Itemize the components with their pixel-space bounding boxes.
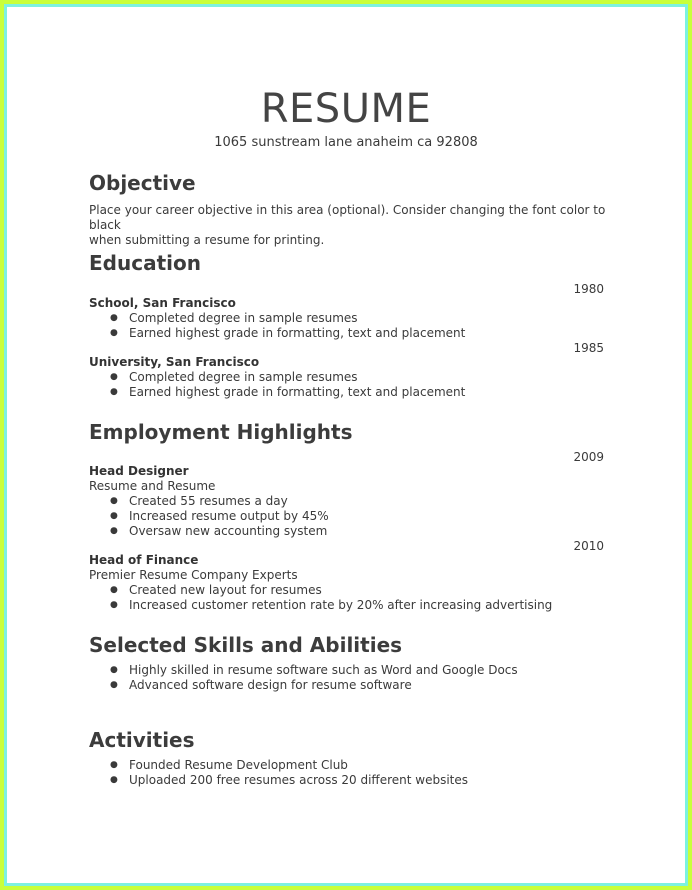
bullet-icon: ● [110,526,118,536]
bullet-icon: ● [110,760,118,770]
objective-text-line: when submitting a resume for printing. [89,233,325,247]
address-line: 1065 sunstream lane anaheim ca 92808 [214,135,478,150]
bullet-icon: ● [110,585,118,595]
list-item: ● Increased resume output by 45% [110,509,329,523]
resume-title: RESUME [260,86,432,132]
activities-section [89,728,609,788]
employment-year: 2010 [573,539,604,553]
objective-text-line: Place your career objective in this area (optional). Consider changing the font color to black [89,203,606,232]
bullet-icon: ● [110,680,118,690]
list-item: ● Completed degree in sample resumes [110,311,358,325]
activities-heading: Activities [89,728,195,752]
education-bullets [89,370,465,400]
objective-section [89,171,609,248]
bullet-icon: ● [110,372,118,382]
activities-bullets [89,758,468,788]
bullet-icon: ● [110,511,118,521]
education-heading: Education [89,251,201,275]
education-institution: University, San Francisco [89,355,260,369]
skills-section [89,633,609,693]
company-name: Premier Resume Company Experts [89,568,298,582]
employment-section [89,420,609,615]
skills-heading: Selected Skills and Abilities [89,633,403,657]
education-section [89,251,609,401]
employment-bullets [89,583,552,613]
bullet-icon: ● [110,328,118,338]
list-item: ● Highly skilled in resume software such as Word and Google Docs [110,663,518,677]
objective-heading: Objective [89,171,196,195]
company-name: Resume and Resume [89,479,216,493]
job-title: Head Designer [89,464,189,478]
education-bullets [89,311,465,341]
education-institution: School, San Francisco [89,296,236,310]
bullet-icon: ● [110,496,118,506]
objective-text [89,203,609,248]
list-item: ● Uploaded 200 free resumes across 20 different websites [110,773,468,787]
list-item: ● Founded Resume Development Club [110,758,348,772]
bullet-icon: ● [110,665,118,675]
employment-bullets [89,494,329,539]
bullet-icon: ● [110,387,118,397]
education-year: 1985 [573,341,604,355]
bullet-icon: ● [110,600,118,610]
bullet-icon: ● [110,775,118,785]
education-year: 1980 [573,282,604,296]
list-item: ● Created new layout for resumes [110,583,322,597]
list-item: ● Created 55 resumes a day [110,494,288,508]
list-item: ● Increased customer retention rate by 20% after increasing advertising [110,598,553,612]
bullet-icon: ● [110,313,118,323]
list-item: ● Advanced software design for resume software [110,678,412,692]
skills-bullets [89,663,518,693]
job-title: Head of Finance [89,553,199,567]
list-item: ● Earned highest grade in formatting, text and placement [110,326,466,340]
list-item: ● Completed degree in sample resumes [110,370,358,384]
list-item: ● Earned highest grade in formatting, text and placement [110,385,466,399]
employment-year: 2009 [573,450,604,464]
employment-heading: Employment Highlights [89,420,353,444]
list-item: ● Oversaw new accounting system [110,524,328,538]
